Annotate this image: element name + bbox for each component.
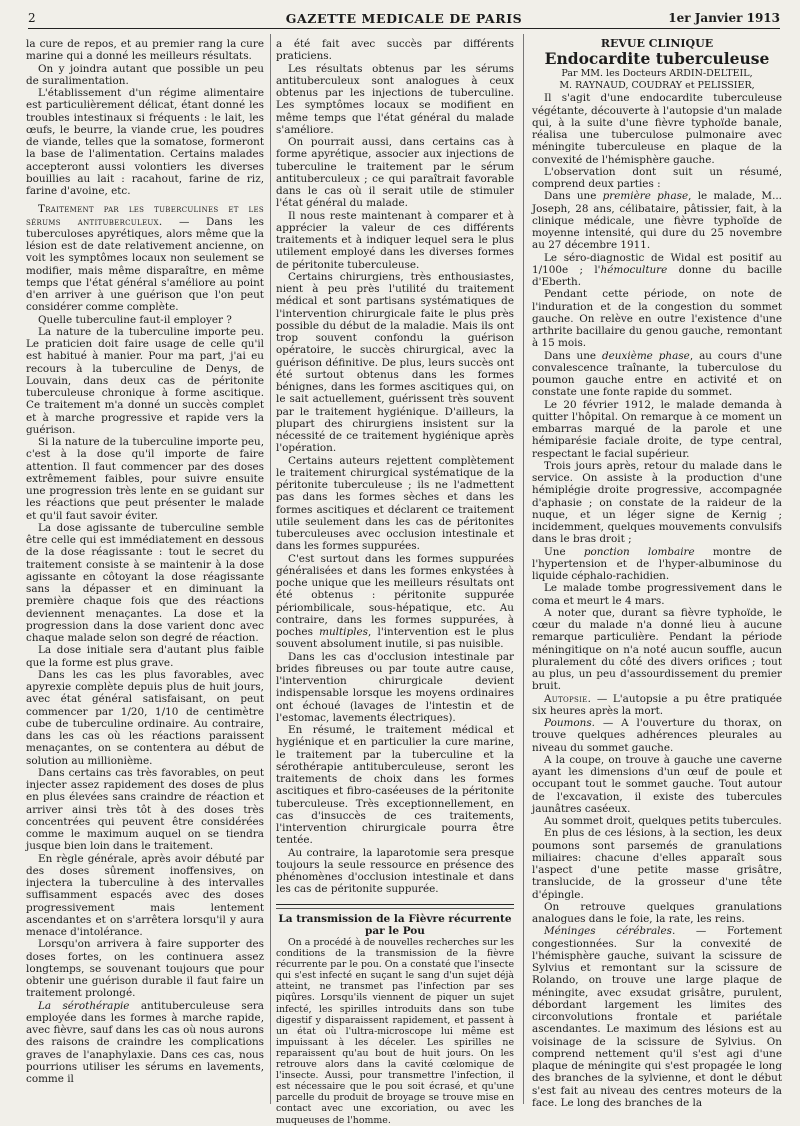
paragraph: Méninges cérébrales. — Fortement congestionnées. Sur la convexité de l'hémisphère gauche, suivant la scissure de Sylvius et remontant sur la scissure de Rolando, on trouve une large plaque de méningite, avec exsudat grisâtre, purulent, débordant largement les limites des circonvolutions frontale et pariétale ascendantes. Le maximum des lésions est au voisinage de la scissure de Sylvius. On comprend nettement qu'il s'est agi d'une plaque de méningite qui s'est propagée le long des branches de la sylvienne, et dont le début s'est fait au niveau des centres moteurs de la face. Le long des branches de la (532, 925, 783, 1109)
section-heading: REVUE CLINIQUE (600, 37, 714, 50)
paragraph: On a procédé à de nouvelles recherches sur les conditions de la transmission de la fièvre récurrente par le pou. On a constaté que l'insecte qui s'est infecté en suçant le sang d'un sujet déjà atteint, ne transmet pas l'infection par ses piqûres. Lorsqu'ils viennent de piquer un sujet infecté, les spirilles introduits dans son tube digestif y disparaissent rapidement, et passent à un état où l'ultra-microscope lui même est impuissant à les déceler. Les spirilles ne reparaissent qu'au bout de huit jours. On les retrouve alors dans la cavité cœlomique de l'insecte. Aussi, pour transmettre l'infection, il est nécessaire que le pou soit écrasé, et qu'une parcelle du produit de broyage se trouve mise en contact avec une excoriation, ou avec les muqueuses de l'homme. (276, 937, 514, 1126)
article-title: Endocardite tuberculeuse (544, 49, 770, 69)
paragraph: Une ponction lombaire montre de l'hypertension et de l'hyper-albuminose du liquide céphalo-rachidien. (532, 545, 782, 582)
paragraph: En plus de ces lésions, à la section, les deux poumons sont parsemés de granulations miliaires: chacune d'elles apparaît sous l'aspect d'une petite masse grisâtre, translucide, de la grosseur d'une tête d'épingle. (532, 827, 782, 901)
page-number: 2 (28, 11, 36, 25)
column-right (532, 38, 782, 1109)
paragraph: A la coupe, on trouve à gauche une caverne ayant les dimensions d'un œuf de poule et occupant tout le sommet gauche. Tout autour de l'excavation, il existe des tubercules jaunâtres caséeux. (532, 753, 782, 815)
paragraph: Traitement par les tuberculines et les sérums antituberculeux. — Dans les tuberculoses apyrétiques, alors même que la lésion est de date relativement ancienne, on voit les symptômes locaux non seulement se modifier, mais même disparaître, en même temps que l'état général s'améliore au point d'en arriver à une guérison que l'on peut considérer comme complète. (26, 203, 264, 314)
column-divider (523, 34, 524, 1104)
paragraph: La nature de la tuberculine importe peu. Le praticien doit faire usage de celle qu'il est habitué à manier. Pour ma part, j'ai eu recours à la tuberculine de Denys, de Louvain, dans deux cas de péritonite tuberculeuse chronique à forme ascitique. Ce traitement m'a donné un succès complet et à marche progressive et rapide vers la guérison. (26, 325, 264, 436)
paragraph: La sérothérapie antituberculeuse sera employée dans les formes à marche rapide, avec fièvre, sauf dans les cas où nous aurons des raisons de craindre les complications graves de l'anaphylaxie. Dans ces cas, nous pourrions utiliser les sérums en lavements, comme il (26, 999, 264, 1085)
paragraph: Si la nature de la tuberculine importe peu, c'est à la dose qu'il importe de faire attention. Il faut commencer par des doses extrêmement faibles, pour suivre ensuite une progression très lente en se guidant sur les réactions que peut présenter le malade et qu'il faut savoir éviter. (26, 436, 264, 522)
column-divider (270, 34, 271, 1104)
paragraph: Le 20 février 1912, le malade demanda à quitter l'hôpital. On remarque à ce moment un embarras marqué de la parole et une hémiparésie faciale droite, de type central, respectant le facial supérieur. (532, 398, 782, 460)
paragraph: On pourrait aussi, dans certains cas à forme apyrétique, associer aux injections de tuberculine le traitement par le sérum antituberculeux ; ce qui paraîtrait favorable dans le cas où il serait utile de stimuler l'état général du malade. (276, 136, 514, 210)
subsection-heading: Autopsie. (544, 692, 592, 705)
journal-title: GAZETTE MEDICALE DE PARIS (285, 11, 523, 26)
paragraph: L'établissement d'un régime alimentaire est particulièrement délicat, étant donné les troubles intestinaux si fréquents : le lait, les œufs, le beurre, la viande crue, les poudres de viande, telles que la somatose, formeront la base de l'alimentation. Certains malades accepteront aussi volontiers les diverses bouillies au lait : racahout, farine de riz, farine d'avoine, etc. (26, 87, 264, 197)
paragraph: Lorsqu'on arrivera à faire supporter des doses fortes, on les continuera assez longtemps, se souvenant toujours que pour obtenir une guérison durable il faut faire un traitement prolongé. (26, 938, 264, 1000)
section-rule (276, 904, 514, 905)
news-item-title: La transmission de la Fièvre récurrente par le Pou (278, 912, 512, 937)
paragraph: Au contraire, la laparotomie sera presque toujours la seule ressource en présence des phénomènes d'occlusion intestinale et dans les cas de péritonite suppurée. (276, 846, 514, 896)
paragraph: Autopsie. — L'autopsie a pu être pratiquée six heures après la mort. (532, 692, 782, 717)
paragraph: Il nous reste maintenant à comparer et à apprécier la valeur de ces différents traitements et à indiquer lequel sera le plus utilement employé dans les diverses formes de péritonite tuberculeuse. (276, 209, 514, 271)
column-left (26, 38, 264, 1085)
paragraph: la cure de repos, et au premier rang la cure marine qui a donné les meilleurs résultats. (26, 38, 264, 63)
paragraph: Pendant cette période, on note de l'induration et de la congestion du sommet gauche. On relève en outre l'existence d'une arthrite bacillaire du genou gauche, remontant à 15 mois. (532, 288, 782, 350)
paragraph: Le séro-diagnostic de Widal est positif au 1/100e ; l'hémoculture donne du bacille d'Eberth. (532, 251, 782, 288)
paragraph: Dans une deuxième phase, au cours d'une convalescence traînante, la tuberculose du poumon gauche entre en activité et on constate une fonte rapide du sommet. (532, 349, 782, 399)
news-item-body (276, 937, 514, 1126)
paragraph: En résumé, le traitement médical et hygiénique et en particulier la cure marine, le traitement par la tuberculine et la sérothérapie antituberculeuse, seront les traitements de choix dans les formes ascitiques et fibro-caséeuses de la péritonite tuberculeuse. Très exceptionnellement, en cas d'insuccès de ces traitements, l'intervention chirurgicale pourra être tentée. (276, 724, 514, 847)
paragraph: a été fait avec succès par différents praticiens. (276, 38, 514, 63)
paragraph: Certains chirurgiens, très enthousiastes, nient à peu près l'utilité du traitement médical et sont partisans systématiques de l'intervention chirurgicale faite le plus près possible du début de la maladie. Mais ils ont trop souvent confondu la guérison opératoire, le succès chirurgical, avec la guérison définitive. De plus, leurs succès ont été surtout obtenus dans les formes bénignes, dans les formes ascitiques qui, on le sait actuellement, guérissent très souvent par le traitement hygiénique. D'ailleurs, la plupart des chirurgiens insistent sur la nécessité de ce traitement hygiénique après l'opération. (276, 270, 514, 455)
section-rule (276, 908, 514, 909)
paragraph: Poumons. — A l'ouverture du thorax, on trouve quelques adhérences pleurales au niveau du sommet gauche. (532, 717, 782, 754)
paragraph: La dose initiale sera d'autant plus faible que la forme est plus grave. (26, 644, 264, 669)
paragraph: Dans les cas les plus favorables, avec apyrexie complète depuis plus de huit jours, avec état général satisfaisant, on peut commencer par 1/20, 1/10 de centimètre cube de tuberculine ordinaire. Au contraire, dans les cas où les réactions paraissent menaçantes, on se contentera au début de solution au millionième. (26, 668, 264, 767)
paragraph: Il s'agit d'une endocardite tuberculeuse végétante, découverte à l'autopsie d'un malade qui, à la suite d'une fièvre typhoïde banale, réalisa une tuberculose pulmonaire avec méningite tuberculeuse en plaque de la convexité de l'hémisphère gauche. (532, 92, 782, 166)
subsection-heading: Traitement par les tuberculines et les sérums antituberculeux. (26, 203, 264, 228)
paragraph: Trois jours après, retour du malade dans le service. On assiste à la production d'une hémiplégie droite progressive, accompagnée d'aphasie ; on constate de la raideur de la nuque, et un léger signe de Kernig ; incidemment, quelques mouvements convulsifs dans le bras droit ; (532, 459, 782, 546)
paragraph: Certains auteurs rejettent complètement le traitement chirurgical systématique de la péritonite tuberculeuse ; ils ne l'admettent pas dans les formes sèches et dans les formes ascitiques et déclarent ce traitement utile seulement dans les cas de péritonites tuberculeuses avec occlusion intestinale et dans les formes suppurées. (276, 454, 514, 553)
paragraph: Dans certains cas très favorables, on peut injecter assez rapidement des doses de plus en plus élevées sans craindre de réaction et arriver ainsi très tôt à des doses très concentrées qui peuvent être considérées comme le maximum auquel on se tiendra jusque bien loin dans le traitement. (26, 766, 264, 853)
paragraph: Dans les cas d'occlusion intestinale par brides fibreuses ou par toute autre cause, l'intervention chirurgicale devient indispensable lorsque les moyens ordinaires ont échoué (lavages de l'intestin et de l'estomac, lavements électriques). (276, 650, 514, 724)
paragraph: L'observation dont suit un résumé, comprend deux parties : (532, 165, 782, 190)
paragraph: Le malade tombe progressivement dans le coma et meurt le 4 mars. (532, 582, 782, 607)
paragraph: On y joindra autant que possible un peu de suralimentation. (26, 62, 264, 87)
paragraph: On retrouve quelques granulations analogues dans le foie, la rate, les reins. (532, 900, 782, 925)
paragraph: Au sommet droit, quelques petits tubercules. (544, 815, 782, 827)
paragraph: La dose agissante de tuberculine semble être celle qui est immédiatement en dessous de la dose réagissante : tout le secret du traitement consiste à se maintenir à la dose agissante en côtoyant la dose réagissante sans la dépasser et en diminuant la première chaque fois que des réactions deviennent menaçantes. La dose et la progression dans la dose varient donc avec chaque malade selon son degré de réaction. (26, 521, 264, 644)
paragraph: Dans une première phase, le malade, M... Joseph, 28 ans, célibataire, pâtissier, fait, à la clinique médicale, une fièvre typhoïde de moyenne intensité, qui dure du 25 novembre au 27 décembre 1911. (532, 190, 782, 252)
paragraph: En règle générale, après avoir débuté par des doses sûrement inoffensives, on injectera la tuberculine à des intervalles suffisamment espacés avec des doses progressivement mais lentement ascendantes et on s'arrêtera lorsqu'il y aura menace d'intolérance. (26, 852, 264, 938)
article-authors: Par MM. les Docteurs ARDIN-DELTEIL, M. RAYNAUD, COUDRAY et PELISSIER, (559, 68, 755, 92)
page-header (28, 6, 780, 29)
paragraph: Quelle tuberculine faut-il employer ? (38, 313, 232, 326)
paragraph: C'est surtout dans les formes suppurées généralisées et dans les formes enkystées à poche unique que les meilleurs résultats ont été obtenus : péritonite suppurée périombilicale, sous-hépatique, etc. Au contraire, dans les formes suppurées, à poches multiples, l'intervention est le plus souvent absolument inutile, si pas nuisible. (276, 552, 514, 651)
issue-date: 1er Janvier 1913 (668, 11, 780, 25)
column-middle (276, 38, 514, 1126)
paragraph: A noter que, durant sa fièvre typhoïde, le cœur du malade n'a donné lieu à aucune remarque particulière. Pendant la période méningitique on n'a noté aucun souffle, aucun pluralement du côté des divers orifices ; tout au plus, un peu d'assourdissement du premier bruit. (532, 606, 782, 693)
paragraph: Les résultats obtenus par les sérums antituberculeux sont analogues à ceux obtenus par les injections de tuberculine. Les symptômes locaux se modifient en même temps que l'état général du malade s'améliore. (276, 62, 514, 136)
